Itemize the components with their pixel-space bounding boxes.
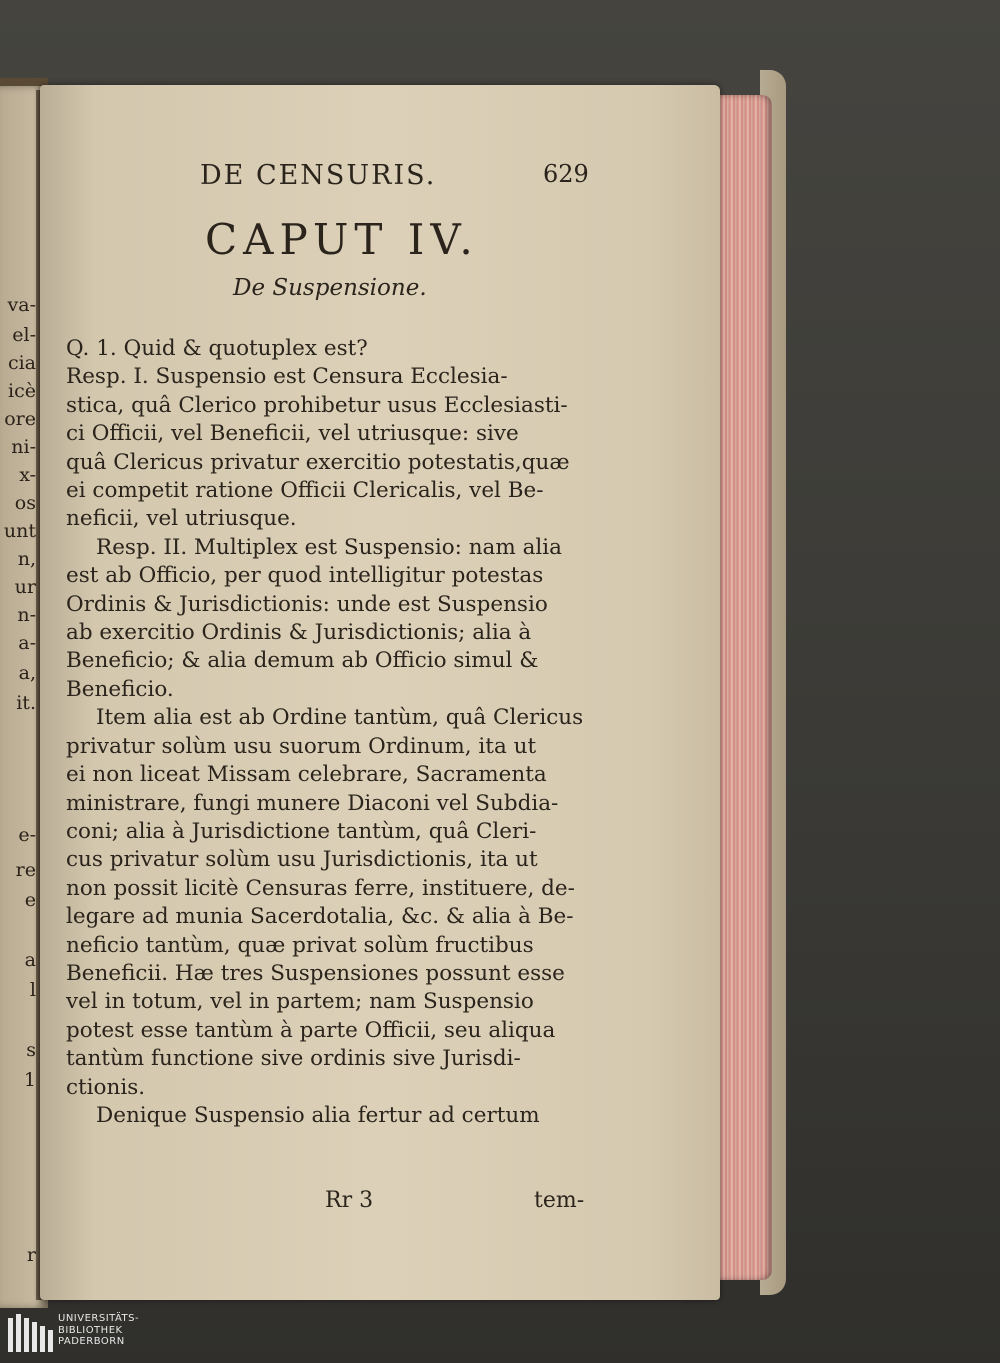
library-name-line: PADERBORN [58, 1336, 125, 1347]
fragment: s [26, 1039, 36, 1061]
text-line: ei non liceat Missam celebrare, Sacramenta [66, 762, 547, 788]
text-line: tantùm functione sive ordinis sive Jurisdi- [66, 1046, 521, 1072]
text-line: ab exercitio Ordinis & Jurisdictionis; alia à [66, 620, 532, 646]
running-head: DE CENSURIS. [200, 160, 437, 191]
text-line: potest esse tantùm à parte Officii, seu aliqua [66, 1017, 556, 1043]
fragment: unt [3, 520, 36, 542]
text-line: vel in totum, vel in partem; nam Suspensio [66, 989, 534, 1015]
fragment: e- [18, 824, 36, 846]
fragment: a- [18, 632, 36, 654]
chapter-subtitle: De Suspensione. [233, 275, 427, 301]
text-line: Resp. II. Multiplex est Suspensio: nam alia [96, 534, 562, 560]
fragment: l [29, 979, 36, 1001]
fragment: x- [19, 464, 36, 486]
text-line: legare ad munia Sacerdotalia, &c. & alia à Be- [66, 904, 574, 930]
text-line: cus privatur solùm usu Jurisdictionis, ita ut [66, 847, 538, 873]
fragment: e [24, 889, 36, 911]
text-line: ci Officii, vel Beneficii, vel utriusque: sive [66, 421, 519, 447]
text-line: est ab Officio, per quod intelligitur potestas [66, 563, 544, 589]
signature-mark: Rr 3 [325, 1188, 374, 1213]
fragment: cia [7, 352, 36, 374]
text-line: Resp. I. Suspensio est Censura Ecclesia- [66, 364, 508, 390]
fragment: n- [17, 604, 36, 626]
fragment: el- [12, 324, 36, 346]
catchword: tem- [534, 1188, 585, 1213]
text-line: Beneficii. Hæ tres Suspensiones possunt esse [66, 960, 565, 986]
fragment: n, [17, 548, 36, 570]
text-line: neficii, vel utriusque. [66, 506, 297, 532]
text-line: ctionis. [66, 1074, 146, 1100]
text-line: Beneficio. [66, 676, 174, 702]
library-name-line: UNIVERSITÄTS- [58, 1313, 140, 1324]
red-page-edges [712, 95, 772, 1280]
fragment: ore [4, 408, 36, 430]
fragment: icè [8, 380, 36, 402]
text-line: Item alia est ab Ordine tantùm, quâ Clericus [96, 705, 584, 731]
fragment: os [14, 492, 36, 514]
fragment: ni- [11, 436, 36, 458]
text-line: non possit licitè Censuras ferre, instituere, de- [66, 875, 575, 901]
fragment: r [26, 1244, 36, 1266]
library-name-line: BIBLIOTHEK [58, 1324, 123, 1336]
text-line: Q. 1. Quid & quotuplex est? [66, 336, 368, 361]
fragment: it. [16, 692, 36, 714]
text-line: stica, quâ Clerico prohibetur usus Ecclesiasti- [66, 392, 568, 418]
text-line: Beneficio; & alia demum ab Officio simul & [66, 648, 539, 674]
text-line: ministrare, fungi munere Diaconi vel Subdia- [66, 790, 559, 816]
text-line: privatur solùm usu suorum Ordinum, ita ut [66, 733, 537, 759]
fragment: 1 [23, 1069, 36, 1091]
text-line: neficio tantùm, quæ privat solùm fructibus [66, 932, 534, 958]
text-line: ei competit ratione Officii Clericalis, vel Be- [66, 478, 544, 504]
fragment: va- [7, 294, 36, 316]
text-line: quâ Clericus privatur exercitio potestatis,quæ [66, 449, 570, 475]
page-number: 629 [543, 160, 589, 188]
library-name [58, 1313, 139, 1348]
text-line: Denique Suspensio alia fertur ad certum [96, 1102, 540, 1128]
fragment: ur [14, 576, 36, 598]
text-line: Ordinis & Jurisdictionis: unde est Suspensio [66, 591, 548, 617]
chapter-title: CAPUT IV. [205, 215, 479, 264]
text-line: coni; alia à Jurisdictione tantùm, quâ Cleri- [66, 818, 537, 844]
fragment: a, [18, 662, 36, 684]
fragment: a [24, 949, 36, 971]
fragment: re [15, 859, 36, 881]
body-text [66, 335, 596, 1130]
